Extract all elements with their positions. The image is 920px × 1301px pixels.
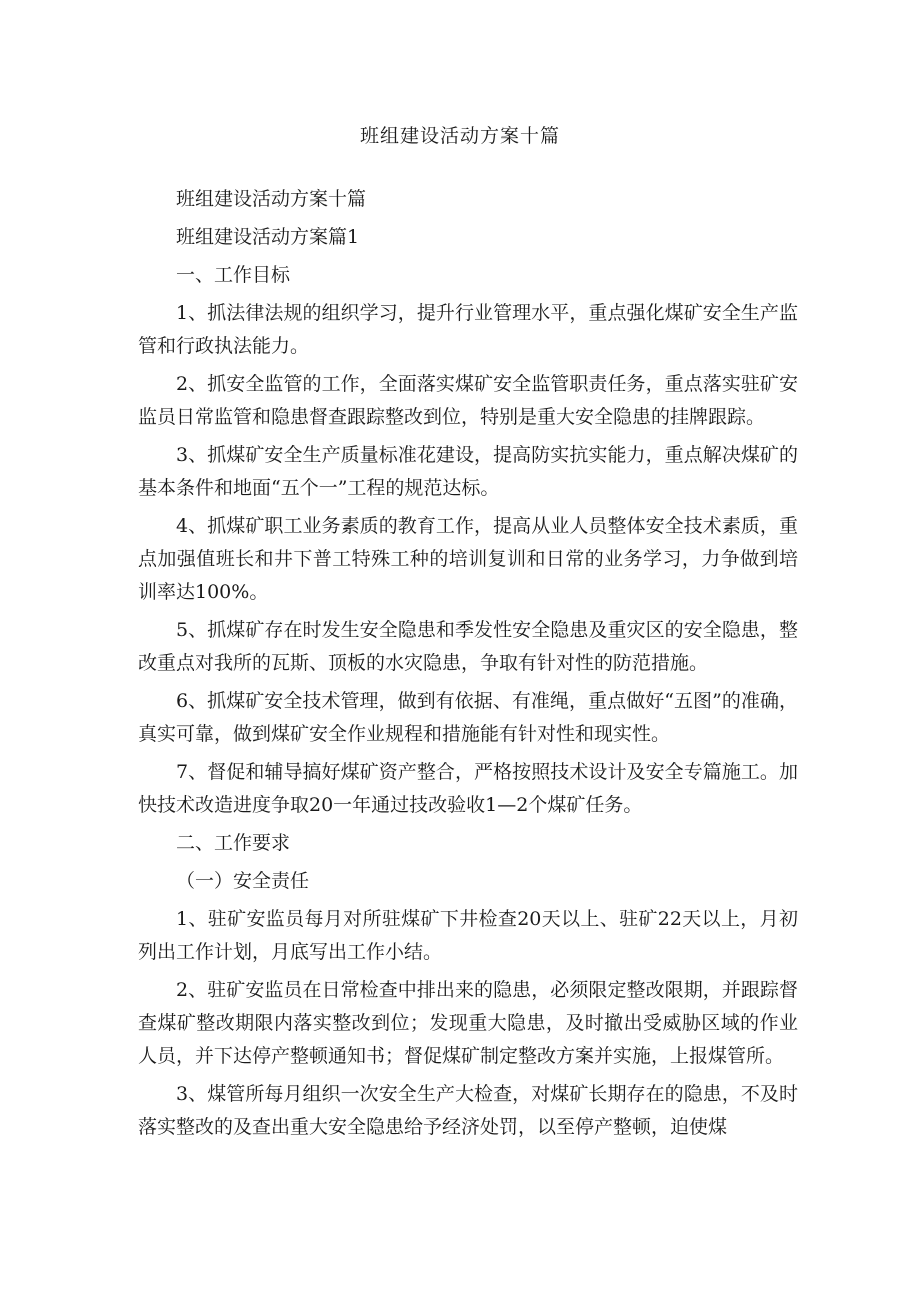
paragraph-requirement-1: 1、驻矿安监员每月对所驻煤矿下井检查20天以上、驻矿22天以上，月初列出工作计划，月底写出工作小结。	[138, 908, 798, 963]
paragraph-heading-goals: 一、工作目标	[176, 264, 291, 286]
paragraph-goal-4: 4、抓煤矿职工业务素质的教育工作，提高从业人员整体安全技术素质，重点加强值班长和井下普工特殊工种的培训复训和日常的业务学习，力争做到培训率达100%。	[138, 515, 798, 603]
document-title: 班组建设活动方案十篇	[359, 125, 560, 147]
paragraph-goal-2: 2、抓安全监管的工作，全面落实煤矿安全监管职责任务，重点落实驻矿安监员日常监管和隐患督查跟踪整改到位，特别是重大安全隐患的挂牌跟踪。	[138, 373, 798, 428]
paragraph-goal-3: 3、抓煤矿安全生产质量标准花建设，提高防实抗实能力，重点解决煤矿的基本条件和地面“五个一”工程的规范达标。	[138, 444, 798, 499]
paragraph-subtitle: 班组建设活动方案十篇	[176, 188, 367, 210]
paragraph-section-title: 班组建设活动方案篇1	[176, 226, 360, 248]
paragraph-goal-7: 7、督促和辅导搞好煤矿资产整合，严格按照技术设计及安全专篇施工。加快技术改造进度争取20一年通过技改验收1—2个煤矿任务。	[138, 761, 798, 816]
paragraph-heading-requirements: 二、工作要求	[176, 832, 291, 854]
document-body	[138, 183, 798, 1149]
paragraph-goal-1: 1、抓法律法规的组织学习，提升行业管理水平，重点强化煤矿安全生产监管和行政执法能力。	[138, 302, 798, 357]
paragraph-goal-5: 5、抓煤矿存在时发生安全隐患和季发性安全隐患及重灾区的安全隐患，整改重点对我所的瓦斯、顶板的水灾隐患，争取有针对性的防范措施。	[138, 619, 798, 674]
paragraph-subheading-safety: （一）安全责任	[176, 870, 310, 892]
paragraph-goal-6: 6、抓煤矿安全技术管理，做到有依据、有准绳，重点做好“五图”的准确，真实可靠，做到煤矿安全作业规程和措施能有针对性和现实性。	[138, 690, 798, 745]
paragraph-requirement-3: 3、煤管所每月组织一次安全生产大检查，对煤矿长期存在的隐患，不及时落实整改的及查出重大安全隐患给予经济处罚，以至停产整顿，迫使煤	[138, 1083, 798, 1138]
paragraph-requirement-2: 2、驻矿安监员在日常检查中排出来的隐患，必须限定整改限期，并跟踪督查煤矿整改期限内落实整改到位；发现重大隐患，及时撤出受威胁区域的作业人员，并下达停产整顿通知书；督促煤矿制定整改方案并实施，上报煤管所。	[138, 979, 798, 1067]
